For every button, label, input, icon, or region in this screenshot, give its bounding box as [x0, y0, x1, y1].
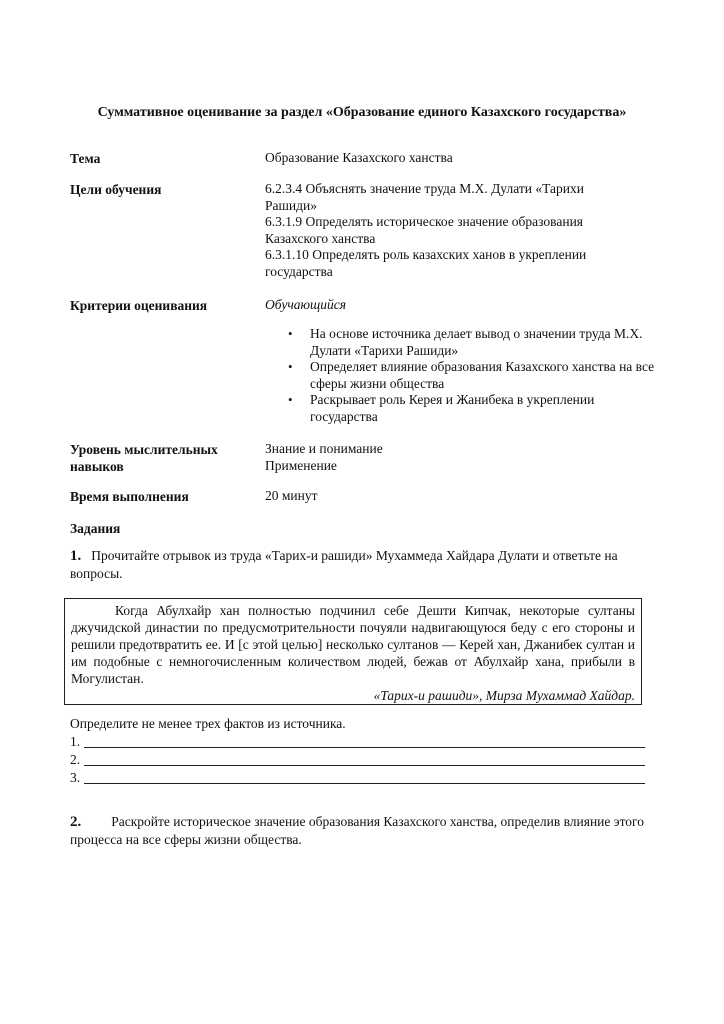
- criteria-item: • На основе источника делает вывод о значении труда М.Х. Дулати «Тарихи Рашиди»: [286, 326, 656, 359]
- answer-number: 1.: [70, 734, 81, 749]
- criteria-intro: Обучающийся: [265, 297, 347, 312]
- criteria-list: [286, 326, 656, 425]
- task2-text: Раскройте историческое значение образования Казахского ханства, определив влияние этого процесса на все сферы жизни общества.: [70, 814, 644, 847]
- skills-label: [70, 441, 218, 475]
- skills-value: [265, 441, 383, 474]
- facts-question: Определите не менее трех фактов из источника.: [70, 716, 346, 731]
- answer-line-1[interactable]: [70, 734, 645, 750]
- task1-text: Прочитайте отрывок из труда «Тарих-и рашиди» Мухаммеда Хайдара Дулати и ответьте на вопросы.: [70, 548, 618, 581]
- answer-line-3[interactable]: [70, 770, 645, 786]
- topic-value: Образование Казахского ханства: [265, 150, 453, 165]
- time-label: Время выполнения: [70, 489, 189, 504]
- topic-label: Тема: [70, 151, 101, 166]
- answer-line-2[interactable]: [70, 752, 645, 768]
- goal-line: 6.3.1.9 Определять историческое значение образования: [265, 214, 584, 229]
- task1: [70, 547, 650, 582]
- task2-number: 2.: [70, 814, 82, 830]
- document-title: Суммативное оценивание за раздел «Образование единого Казахского государства»: [97, 105, 627, 120]
- skills-label-line: Уровень мыслительных: [70, 442, 218, 457]
- answer-number: 2.: [70, 752, 81, 767]
- criteria-label: Критерии оценивания: [70, 298, 208, 313]
- goal-line: 6.3.1.10 Определять роль казахских ханов в укреплении: [265, 247, 587, 262]
- goals-label: Цели обучения: [70, 182, 162, 197]
- skills-label-line: навыков: [70, 459, 124, 474]
- task1-number: 1.: [70, 548, 82, 564]
- source-text: Когда Абулхайр хан полностью подчинил себе Дешти Кипчак, некоторые султаны джучидской династии по предусмотрительности почуяли надвигающуюся беду с его стороны и решили предотвратить ее. И [с этой целью] несколько султанов — Керей хан, Джанибек султан и им подобные с немногочисленным количеством людей, бежав от Абулхайр хана, прибыли в Могулистан.: [71, 603, 635, 686]
- criteria-item: • Раскрывает роль Керея и Жанибека в укреплении государства: [286, 392, 656, 425]
- time-value: 20 минут: [265, 488, 318, 503]
- answer-number: 3.: [70, 770, 81, 785]
- skill-line: Знание и понимание: [265, 441, 383, 456]
- goal-line: Казахского ханства: [265, 230, 376, 246]
- criteria-item: • Определяет влияние образования Казахского ханства на все сферы жизни общества: [286, 359, 656, 392]
- source-citation: «Тарих-и рашиди», Мирза Мухаммад Хайдар.: [373, 688, 635, 703]
- tasks-header: Задания: [70, 521, 121, 536]
- goal-line: 6.2.3.4 Объяснять значение труда М.Х. Дулати «Тарихи: [265, 181, 584, 196]
- goals-value: [265, 181, 655, 280]
- goal-line: государства: [265, 263, 333, 279]
- source-excerpt-box: [64, 598, 642, 705]
- answer-rule: [84, 747, 645, 748]
- answer-rule: [84, 783, 645, 784]
- answer-rule: [84, 765, 645, 766]
- goal-line: Рашиди»: [265, 197, 317, 213]
- task2: [70, 813, 650, 849]
- skill-line: Применение: [265, 457, 337, 473]
